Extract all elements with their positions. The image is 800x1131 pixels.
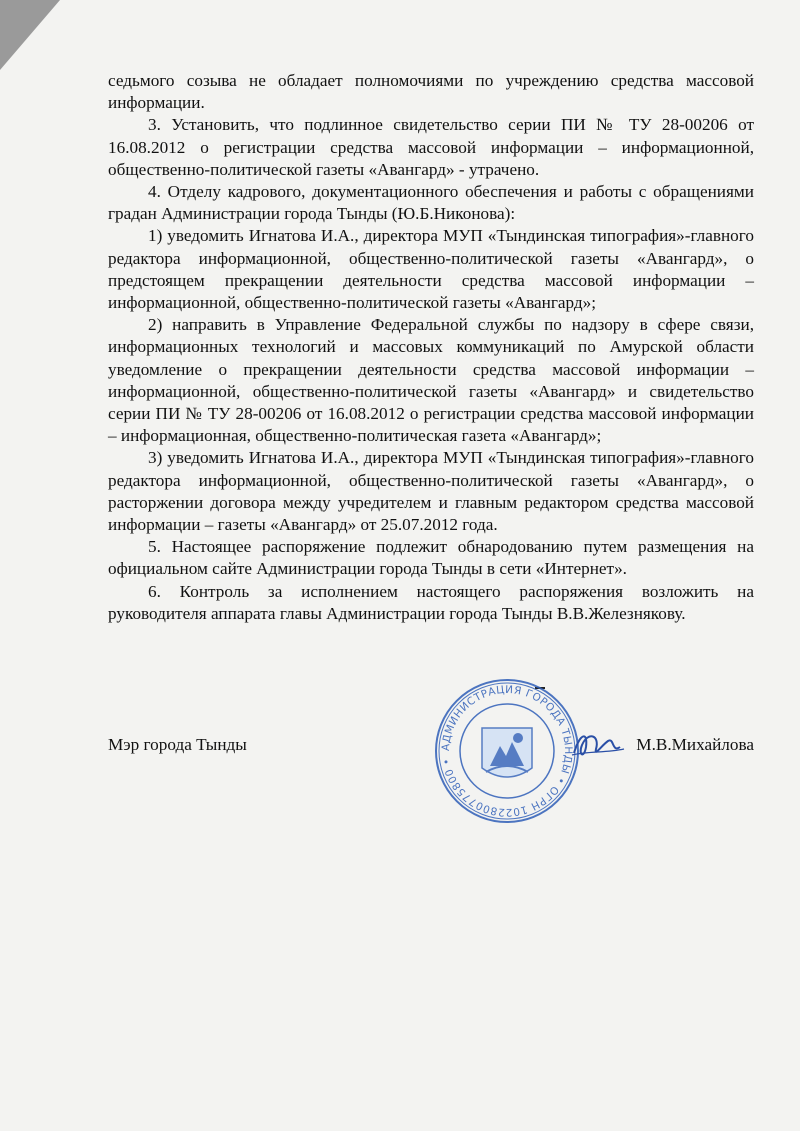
signer-position: Мэр города Тынды: [108, 735, 247, 754]
paragraph-continuation: седьмого созыва не обладает полномочиями по учреждению средства массовой информации.: [108, 71, 754, 113]
document-body: [108, 70, 754, 625]
paragraph-subitem-1: 1) уведомить Игнатова И.А., директора МУП «Тындинская типография»-главного редактора информационной, общественно-политической газеты «Авангард», о предстоящем прекращении деятельности средства массовой информации – информационной, общественно-политической газеты «Авангард»;: [108, 226, 754, 313]
official-seal-stamp: [432, 676, 582, 826]
signer-name: М.В.Михайлова: [636, 735, 754, 754]
handwritten-signature: [568, 725, 628, 765]
paragraph-item-3: 3. Установить, что подлинное свидетельство серии ПИ № ТУ 28-00206 от 16.08.2012 о регистрации средства массовой информации – информационной, общественно-политической газеты «Авангард» - утрачено.: [108, 115, 754, 179]
paragraph-subitem-2: 2) направить в Управление Федеральной службы по надзору в сфере связи, информационных технологий и массовых коммуникаций по Амурской области уведомление о прекращении деятельности средства массовой информации – информационной, общественно-политической газеты «Авангард» и свидетельство серии ПИ № ТУ 28-00206 от 16.08.2012 о регистрации средства массовой информации – информационная, общественно-политическая газета «Авангард»;: [108, 315, 754, 446]
folded-corner: [0, 0, 60, 70]
paragraph-subitem-3: 3) уведомить Игнатова И.А., директора МУП «Тындинская типография»-главного редактора информационной, общественно-политической газеты «Авангард», о расторжении договора между учредителем и главным редактором средства массовой информации – газеты «Авангард» от 25.07.2012 года.: [108, 448, 754, 535]
paragraph-item-6: 6. Контроль за исполнением настоящего распоряжения возложить на руководителя аппарата главы Администрации города Тынды В.В.Железнякову.: [108, 581, 754, 623]
seal-text: АДМИНИСТРАЦИЯ ГОРОДА ТЫНДЫ • ОГРН 1022800775800 •: [439, 683, 575, 819]
paragraph-item-5: 5. Настоящее распоряжение подлежит обнародованию путем размещения на официальном сайте Администрации города Тынды в сети «Интернет».: [108, 537, 754, 579]
paragraph-item-4: 4. Отделу кадрового, документационного обеспечения и работы с обращениями градан Администрации города Тынды (Ю.Б.Никонова):: [108, 182, 754, 224]
seal-emblem: [482, 728, 532, 777]
